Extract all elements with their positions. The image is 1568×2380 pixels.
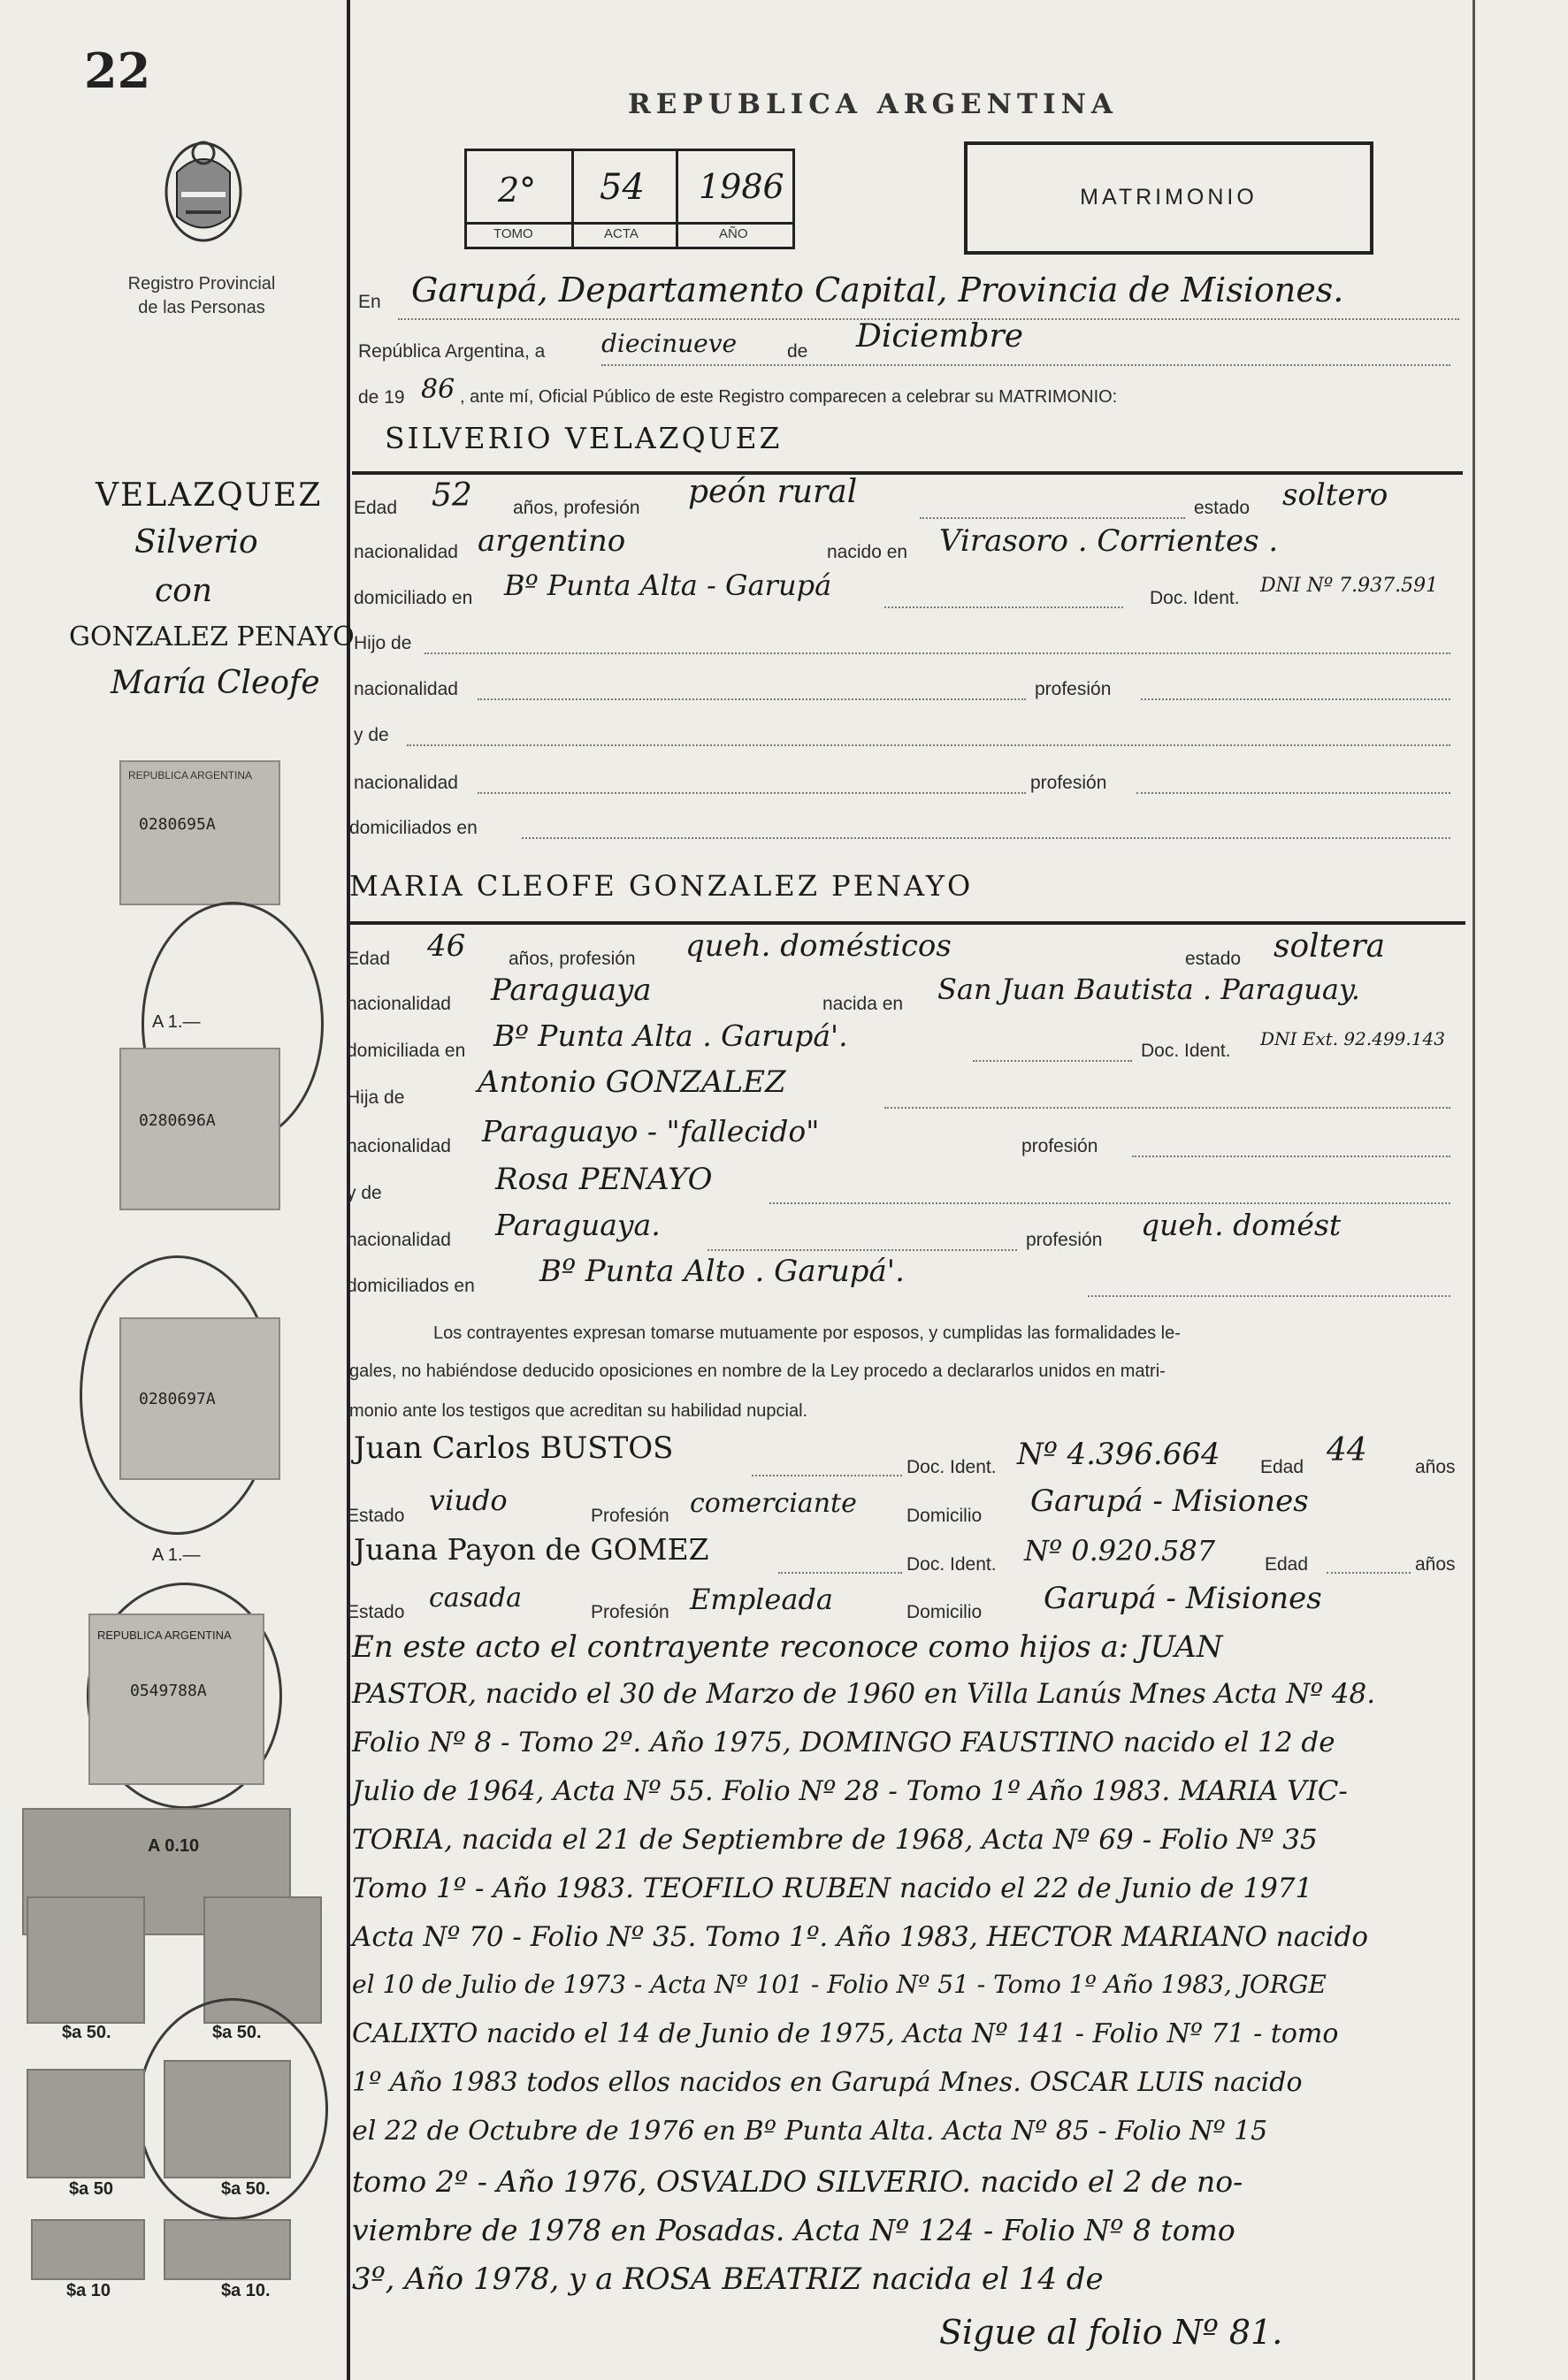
- stamp-1-header: REPUBLICA ARGENTINA: [128, 769, 253, 782]
- doc-type-label: MATRIMONIO: [1080, 185, 1258, 210]
- annotation-line-13: viembre de 1978 en Posadas. Acta Nº 124 - Folio Nº 8 tomo: [352, 2213, 1235, 2247]
- right-margin-rule: [1472, 0, 1475, 2380]
- witness-2-profesion: Empleada: [690, 1583, 833, 1616]
- groom-prof1-label: profesión: [1035, 679, 1112, 699]
- stamp-2-number: 0280696A: [139, 1111, 216, 1130]
- bride-mother-nac: Paraguaya.: [495, 1208, 661, 1242]
- groom-doc-label: Doc. Ident.: [1150, 588, 1240, 608]
- continuation-note: Sigue al folio Nº 81.: [939, 2313, 1283, 2352]
- witness-1-name: Juan Carlos BUSTOS: [354, 1430, 674, 1466]
- stamp-value-010: A 0.10: [148, 1836, 200, 1856]
- ano-label: AÑO: [719, 226, 748, 241]
- annotation-line-2: PASTOR, nacido el 30 de Marzo de 1960 en Villa Lanús Mnes Acta Nº 48.: [352, 1678, 1376, 1710]
- country-heading: REPUBLICA ARGENTINA: [628, 88, 1118, 120]
- stamp-3-number: 0280697A: [139, 1390, 216, 1408]
- witness-2-estado-label: Estado: [347, 1602, 405, 1622]
- intro-day: diecinueve: [601, 329, 738, 358]
- groom-profesion-label: años, profesión: [513, 498, 640, 518]
- stamp-value-s50-4: $a 50.: [221, 2179, 271, 2199]
- stamp-4-number: 0549788A: [130, 1682, 207, 1700]
- groom-estado: soltero: [1282, 477, 1388, 513]
- witness-1-edad: 44: [1327, 1432, 1367, 1468]
- stamp-value-a1-1: A 1.—: [152, 1012, 201, 1032]
- stamp-1-number: 0280695A: [139, 815, 216, 834]
- bride-prof2-label: profesión: [1026, 1230, 1103, 1250]
- ano-value: 1986: [699, 167, 784, 206]
- year-prefix: de 19: [358, 387, 405, 408]
- intro-de-label: de: [787, 341, 808, 362]
- margin-name-5: María Cleofe: [111, 665, 320, 701]
- declaration-line-1: Los contrayentes expresan tomarse mutuamente por esposos, y cumplidas las formalidades le-: [433, 1323, 1181, 1343]
- witness-1-domicilio: Garupá - Misiones: [1030, 1484, 1309, 1519]
- stamp-value-a1-2: A 1.—: [152, 1545, 201, 1565]
- annotation-line-8: el 10 de Julio de 1973 - Acta Nº 101 - Folio Nº 51 - Tomo 1º Año 1983, JORGE: [352, 1970, 1327, 1999]
- place-text: Garupá, Departamento Capital, Provincia de Misiones.: [411, 271, 1344, 309]
- revenue-stamp-2: [119, 1048, 280, 1210]
- revenue-stamp-3: [119, 1317, 280, 1480]
- bride-nacionalidad-label: nacionalidad: [347, 994, 451, 1014]
- witness-2-domicilio: Garupá - Misiones: [1044, 1581, 1322, 1616]
- republica-label: República Argentina, a: [358, 341, 546, 362]
- revenue-stamp-9: [164, 2060, 291, 2178]
- stamp-value-s10-2: $a 10.: [221, 2281, 271, 2300]
- bride-doc: DNI Ext. 92.499.143: [1260, 1028, 1445, 1049]
- annotation-line-10: 1º Año 1983 todos ellos nacidos en Garupá Mnes. OSCAR LUIS nacido: [352, 2067, 1303, 2098]
- tomo-value: 2°: [498, 171, 537, 210]
- annotation-line-14: 3º, Año 1978, y a ROSA BEATRIZ nacida el 14 de: [352, 2262, 1104, 2297]
- bride-yde-label: y de: [347, 1183, 382, 1203]
- groom-nac1-label: nacionalidad: [354, 679, 458, 699]
- tomo-label: TOMO: [493, 226, 533, 241]
- tomo-acta-box: [464, 149, 795, 249]
- revenue-stamp-4: [88, 1613, 264, 1785]
- margin-name-3: con: [155, 573, 213, 609]
- witness-1-doc: Nº 4.396.664: [1017, 1437, 1220, 1472]
- witness-2-name: Juana Payon de GOMEZ: [354, 1532, 709, 1567]
- bride-domicilio: Bº Punta Alta . Garupá'.: [493, 1018, 848, 1053]
- witness-1-anos-label: años: [1415, 1457, 1456, 1477]
- bride-hija-label: Hija de: [347, 1087, 405, 1108]
- bride-edad: 46: [427, 928, 466, 964]
- witness-2-profesion-label: Profesión: [591, 1602, 669, 1622]
- groom-edad: 52: [432, 477, 472, 514]
- groom-name: SILVERIO VELAZQUEZ: [385, 421, 783, 455]
- bride-nac2-label: nacionalidad: [347, 1230, 451, 1250]
- bride-nacionalidad: Paraguaya: [491, 973, 652, 1008]
- witness-2-anos-label: años: [1415, 1554, 1456, 1575]
- witness-1-profesion: comerciante: [690, 1488, 857, 1519]
- witness-2-domicilio-label: Domicilio: [906, 1602, 983, 1622]
- bride-father: Antonio GONZALEZ: [478, 1064, 786, 1100]
- groom-estado-label: estado: [1194, 498, 1251, 518]
- bride-profesion: queh. domésticos: [685, 928, 952, 964]
- margin-name-4: GONZALEZ PENAYO: [69, 622, 355, 652]
- bride-domicilio-label: domiciliada en: [347, 1041, 466, 1061]
- annotation-line-5: TORIA, nacida el 21 de Septiembre de 1968, Acta Nº 69 - Folio Nº 35: [352, 1824, 1318, 1856]
- annotation-line-12: tomo 2º - Año 1976, OSVALDO SILVERIO. nacido el 2 de no-: [352, 2164, 1243, 2199]
- coat-of-arms-icon: [150, 128, 256, 252]
- bride-domiciliados-label: domiciliados en: [347, 1276, 475, 1296]
- annotation-line-7: Acta Nº 70 - Folio Nº 35. Tomo 1º. Año 1983, HECTOR MARIANO nacido: [352, 1921, 1368, 1953]
- stamp-value-s10-1: $a 10: [66, 2281, 111, 2300]
- groom-domiciliados-label: domiciliados en: [349, 818, 478, 838]
- intro-month: Diciembre: [856, 318, 1024, 355]
- groom-nacido: Virasoro . Corrientes .: [939, 523, 1279, 559]
- declaration-line-3: monio ante los testigos que acreditan su habilidad nupcial.: [349, 1401, 808, 1421]
- registry-label: Registro Provincial de las Personas: [127, 274, 276, 317]
- intro-declaration: , ante mí, Oficial Público de este Registro comparecen a celebrar su MATRIMONIO:: [460, 387, 1118, 407]
- page-number: 22: [84, 42, 151, 99]
- groom-doc: DNI Nº 7.937.591: [1260, 575, 1439, 597]
- witness-1-estado: viudo: [429, 1484, 508, 1517]
- bride-parents-dom: Bº Punta Alto . Garupá'.: [539, 1254, 905, 1289]
- groom-nacionalidad: argentino: [478, 523, 626, 559]
- bride-prof1-label: profesión: [1021, 1136, 1098, 1156]
- groom-nac2-label: nacionalidad: [354, 773, 458, 793]
- witness-2-estado: casada: [429, 1583, 523, 1613]
- bride-profesion-label: años, profesión: [509, 949, 636, 969]
- witness-2-edad-label: Edad: [1265, 1554, 1309, 1575]
- en-label: En: [358, 292, 381, 312]
- groom-domicilio: Bº Punta Alta - Garupá: [504, 568, 832, 602]
- groom-edad-label: Edad: [354, 498, 398, 518]
- bride-nacida-label: nacida en: [822, 994, 904, 1014]
- margin-name-1: VELAZQUEZ: [96, 477, 323, 514]
- bride-father-nac: Paraguayo - "fallecido": [482, 1114, 820, 1148]
- revenue-stamp-8: [27, 2069, 145, 2178]
- annotation-line-1: En este acto el contrayente reconoce como hijos a: JUAN: [352, 1629, 1223, 1665]
- stamp-value-s50-3: $a 50: [69, 2179, 114, 2199]
- margin-name-2: Silverio: [134, 524, 258, 561]
- annotation-line-3: Folio Nº 8 - Tomo 2º. Año 1975, DOMINGO FAUSTINO nacido el 12 de: [352, 1727, 1335, 1758]
- bride-estado-label: estado: [1185, 949, 1242, 969]
- annotation-line-9: CALIXTO nacido el 14 de Junio de 1975, Acta Nº 141 - Folio Nº 71 - tomo: [352, 2018, 1339, 2049]
- witness-1-doc-label: Doc. Ident.: [906, 1457, 997, 1477]
- stamp-value-s50-1: $a 50.: [62, 2023, 111, 2042]
- stamp-4-header: REPUBLICA ARGENTINA: [97, 1629, 232, 1642]
- annotation-line-11: el 22 de Octubre de 1976 en Bº Punta Alta. Acta Nº 85 - Folio Nº 15: [352, 2116, 1268, 2147]
- groom-domicilio-label: domiciliado en: [354, 588, 473, 608]
- witness-2-doc-label: Doc. Ident.: [906, 1554, 997, 1575]
- witness-2-doc: Nº 0.920.587: [1024, 1534, 1216, 1568]
- bride-doc-label: Doc. Ident.: [1141, 1041, 1231, 1061]
- stamp-value-s50-2: $a 50.: [212, 2023, 262, 2042]
- bride-mother-prof: queh. domést: [1141, 1208, 1342, 1242]
- witness-1-profesion-label: Profesión: [591, 1506, 669, 1526]
- revenue-stamp-11: [164, 2219, 291, 2280]
- declaration-line-2: gales, no habiéndose deducido oposiciones en nombre de la Ley procedo a declararlos unidos en matri-: [349, 1362, 1166, 1381]
- groom-nacionalidad-label: nacionalidad: [354, 542, 458, 562]
- groom-nacido-label: nacido en: [827, 542, 908, 562]
- revenue-stamp-10: [31, 2219, 145, 2280]
- acta-label: ACTA: [604, 226, 639, 241]
- bride-nacida: San Juan Bautista . Paraguay.: [937, 973, 1360, 1006]
- bride-mother: Rosa PENAYO: [495, 1162, 713, 1197]
- matrimonio-box: [964, 141, 1373, 255]
- witness-1-estado-label: Estado: [347, 1506, 405, 1526]
- groom-yde-label: y de: [354, 725, 389, 745]
- groom-prof2-label: profesión: [1030, 773, 1107, 793]
- witness-1-edad-label: Edad: [1260, 1457, 1304, 1477]
- revenue-stamp-6: [27, 1896, 145, 2024]
- bride-estado: soltera: [1274, 928, 1386, 965]
- annotation-line-4: Julio de 1964, Acta Nº 55. Folio Nº 28 - Tomo 1º Año 1983. MARIA VIC-: [352, 1775, 1348, 1807]
- annotation-line-6: Tomo 1º - Año 1983. TEOFILO RUBEN nacido el 22 de Junio de 1971: [352, 1873, 1313, 1904]
- acta-value: 54: [600, 167, 645, 208]
- revenue-stamp-1: [119, 760, 280, 905]
- bride-nac1-label: nacionalidad: [347, 1136, 451, 1156]
- bride-name: MARIA CLEOFE GONZALEZ PENAYO: [349, 869, 974, 903]
- groom-profesion: peón rural: [688, 474, 858, 510]
- groom-hijo-label: Hijo de: [354, 633, 412, 653]
- bride-edad-label: Edad: [347, 949, 391, 969]
- witness-1-domicilio-label: Domicilio: [906, 1506, 983, 1526]
- year-suffix: 86: [421, 374, 455, 405]
